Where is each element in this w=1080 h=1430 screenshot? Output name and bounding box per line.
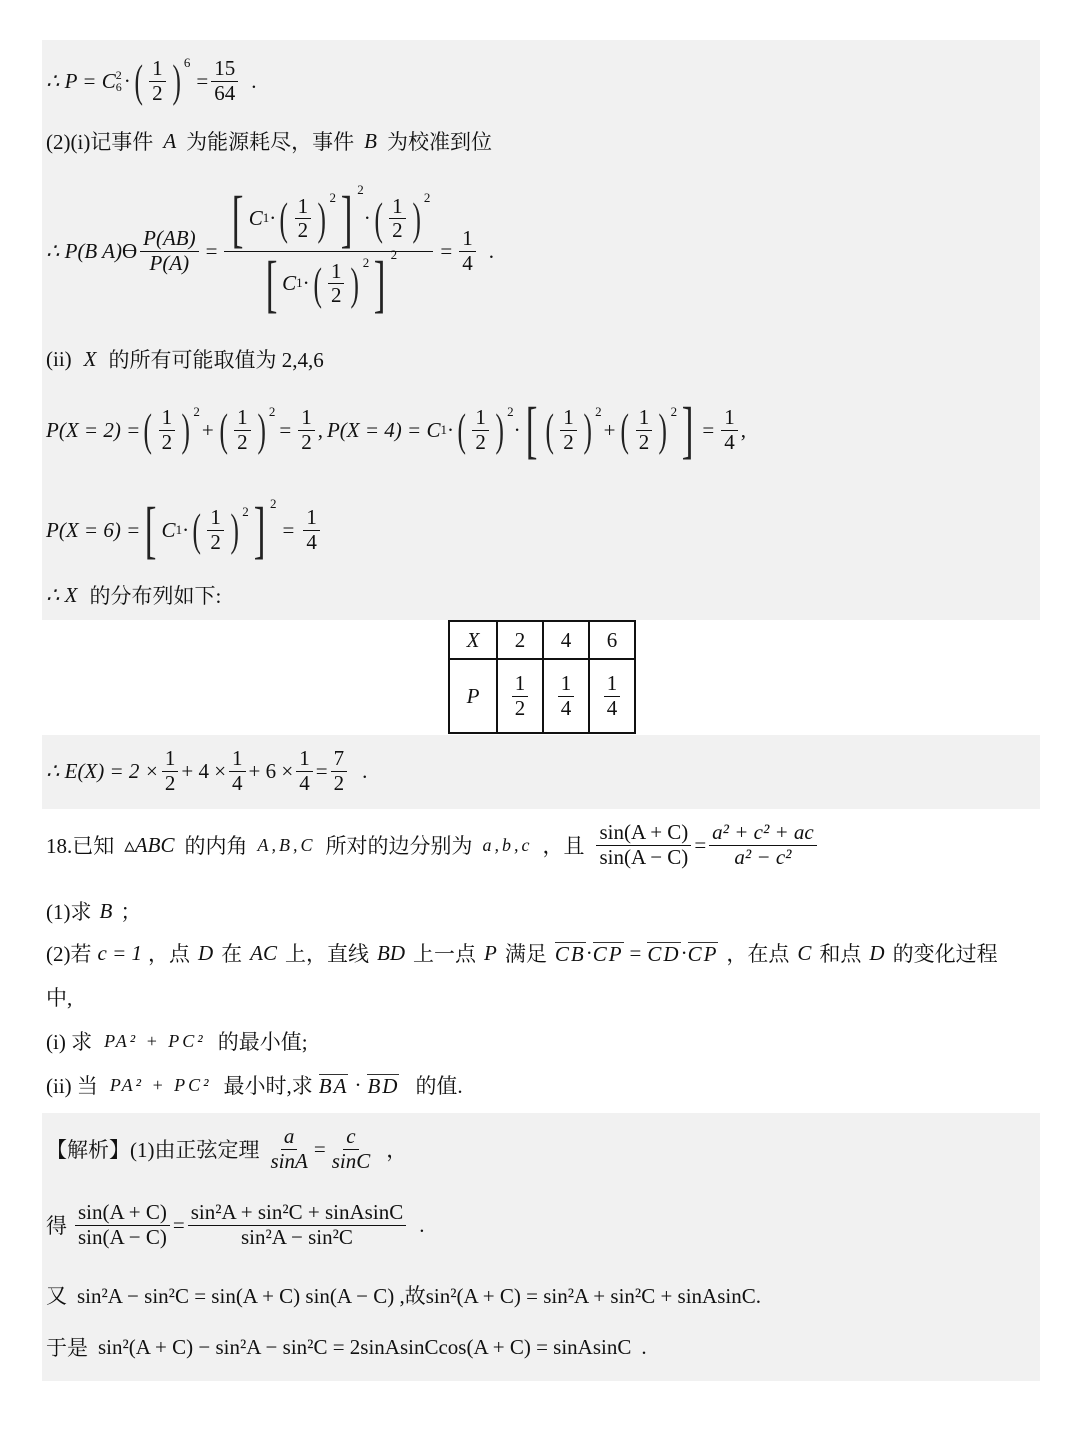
text: 上一点 — [413, 942, 477, 966]
paren: ) — [317, 192, 326, 244]
text: PA² + PC² — [109, 1074, 212, 1095]
paren: ( — [457, 404, 466, 455]
denominator: 2 — [237, 429, 248, 454]
text: C — [282, 270, 297, 295]
table-cell: X — [449, 621, 497, 659]
text: ϴ — [121, 238, 138, 263]
text: 1 — [440, 422, 447, 437]
text: · — [680, 940, 688, 965]
numerator: c — [343, 1125, 358, 1149]
text: ，且 — [542, 834, 585, 858]
bracket: ] — [681, 394, 694, 465]
numerator: 1 — [604, 672, 621, 696]
table-cell — [589, 659, 635, 733]
fraction — [298, 406, 315, 453]
numerator: 1 — [389, 195, 406, 219]
text: · — [123, 68, 131, 93]
denominator: 4 — [299, 770, 310, 795]
denominator: sin(A − C) — [599, 844, 689, 869]
text: · — [363, 205, 371, 230]
text: · — [302, 270, 310, 295]
distribution-intro — [46, 580, 221, 610]
text: A,B,C — [257, 834, 316, 855]
fraction — [234, 406, 251, 453]
expectation — [46, 738, 367, 804]
fraction — [329, 1125, 374, 1172]
text: . — [641, 1334, 647, 1359]
text: ，在点 — [726, 942, 790, 966]
solution-18-line3 — [46, 1280, 761, 1310]
big-fraction — [224, 182, 433, 319]
text: 6 — [115, 80, 122, 94]
table-cell — [497, 659, 543, 733]
numerator: 1 — [298, 406, 315, 430]
paren: ( — [192, 504, 201, 555]
text: = — [702, 417, 715, 442]
text: sin²(A + C) − sin²A − sin²C = 2sinAsinCcos(A + C) = sinAsinC — [98, 1334, 632, 1359]
prob-x6 — [46, 488, 323, 572]
text: (2)(i)记事件 — [46, 130, 154, 154]
paren: ) — [495, 404, 504, 455]
text: a,b,c — [482, 834, 533, 855]
bracket: [ — [232, 182, 244, 254]
paren: ) — [658, 404, 668, 455]
text: 的分布列如下: — [89, 584, 222, 608]
text: + 6 × — [248, 758, 294, 783]
table-row — [449, 621, 635, 659]
text: (i) 求 — [46, 1030, 93, 1054]
text: ∴ X — [46, 582, 78, 607]
vector-cp: CP — [592, 941, 624, 966]
question-18 — [46, 812, 820, 878]
text: 1 — [262, 210, 270, 226]
fraction — [207, 506, 224, 553]
numerator: 1 — [636, 406, 653, 430]
numerator: 1 — [472, 406, 489, 430]
solution-18-line4 — [46, 1332, 647, 1362]
numerator: 1 — [229, 747, 246, 771]
text: 在 — [221, 942, 243, 966]
denominator: 2 — [152, 80, 163, 105]
fraction — [295, 195, 312, 242]
fraction — [560, 406, 577, 453]
text: 最小时,求 — [223, 1074, 313, 1098]
paren: ( — [374, 192, 383, 244]
solution-18-line2 — [46, 1190, 424, 1260]
question-18-part2-ii — [46, 1070, 463, 1100]
paren: ) — [257, 404, 266, 455]
text: c = 1 — [97, 940, 142, 965]
text: P(X = 2) = — [46, 417, 141, 442]
denominator: sinC — [331, 1148, 371, 1173]
vector-bd: BD — [367, 1073, 400, 1098]
denominator: sin(A − C) — [78, 1224, 167, 1249]
text: 所对的边分别为 — [325, 834, 473, 858]
numerator: 1 — [303, 506, 320, 530]
table-cell — [543, 659, 589, 733]
denominator: 4 — [232, 770, 243, 795]
text: sin²A − sin²C = sin(A + C) sin(A − C) ,故sin²(A + C) = sin²A + sin²C + sinAsinC. — [77, 1284, 761, 1308]
text: C — [161, 517, 176, 542]
text: 的最小值; — [217, 1030, 308, 1054]
text: , — [740, 417, 747, 442]
text: 2 — [362, 255, 370, 271]
denominator: 4 — [724, 429, 735, 454]
denominator: 2 — [301, 429, 312, 454]
numerator: 1 — [295, 195, 312, 219]
text: + 4 × — [181, 758, 227, 783]
text: B — [364, 128, 377, 153]
text: + — [603, 417, 616, 442]
text: ∴ P = C — [46, 68, 116, 93]
question-18-part1 — [46, 896, 141, 926]
text: · — [585, 940, 593, 965]
numerator — [224, 182, 433, 254]
distribution-table — [448, 620, 636, 734]
table-row — [449, 659, 635, 733]
vector-cb: CB — [554, 941, 586, 966]
text: ，点 — [148, 942, 190, 966]
vector-ba: BA — [318, 1073, 349, 1098]
text: 【解析】(1)由正弦定理 — [46, 1138, 260, 1162]
comb-indices — [116, 69, 122, 93]
text: 2 — [268, 404, 276, 419]
numerator: 15 — [211, 57, 238, 81]
text: · — [182, 517, 190, 542]
text: ∴ P(B A) — [46, 238, 122, 263]
text: X — [83, 346, 97, 371]
text: , — [317, 417, 323, 442]
fraction — [331, 747, 348, 794]
numerator: sin(A + C) — [596, 821, 691, 845]
text: 2 — [270, 496, 277, 511]
fraction-15-64 — [211, 57, 238, 104]
text: = — [440, 238, 453, 263]
text: P — [484, 940, 497, 965]
paren: ( — [219, 404, 228, 455]
numerator: 1 — [459, 227, 476, 251]
paren: ( — [143, 404, 153, 455]
bracket: ] — [340, 182, 353, 254]
fraction-sin — [596, 821, 691, 868]
fraction — [604, 672, 621, 719]
numerator: 7 — [331, 747, 348, 771]
fraction — [636, 406, 653, 453]
numerator: 1 — [149, 57, 166, 81]
denominator: 2 — [297, 218, 309, 242]
denominator: 4 — [560, 695, 572, 720]
table-cell: 4 — [543, 621, 589, 659]
text: 1 — [296, 275, 303, 291]
text: 2 — [423, 190, 431, 206]
numerator: a — [281, 1125, 298, 1149]
fraction — [229, 747, 246, 794]
paren: ) — [412, 192, 421, 244]
fraction — [75, 1201, 170, 1248]
text: P(X = 4) = C — [326, 417, 441, 442]
denominator: a² − c² — [734, 844, 792, 869]
text: = — [629, 940, 642, 965]
fraction-pab — [140, 227, 198, 274]
denominator: 2 — [514, 695, 526, 720]
denominator: 2 — [330, 283, 342, 307]
conditional-probability — [46, 168, 494, 334]
denominator: 2 — [475, 429, 486, 454]
fraction — [159, 406, 176, 453]
text: = — [196, 68, 209, 93]
text: 2 — [390, 247, 398, 263]
text: D — [869, 940, 885, 965]
denominator: 2 — [333, 770, 345, 795]
fraction — [162, 747, 179, 794]
exponent: 6 — [183, 55, 191, 70]
text: (ii) 当 — [46, 1074, 98, 1098]
text: (2)若 — [46, 942, 92, 966]
text: B — [99, 898, 113, 923]
numerator: a² + c² + ac — [709, 821, 817, 845]
denominator: 2 — [210, 529, 221, 554]
text: = — [279, 417, 292, 442]
denominator: 2 — [563, 429, 574, 454]
numerator: 1 — [296, 747, 313, 771]
text: = — [172, 1212, 185, 1237]
denominator: 2 — [164, 770, 176, 795]
text: · — [446, 417, 454, 442]
fraction — [303, 506, 320, 553]
possible-values — [46, 344, 324, 374]
prob-x2-x4 — [46, 388, 746, 472]
text: 得 — [46, 1214, 67, 1238]
text: 的值. — [415, 1074, 463, 1098]
text: 为能源耗尽，事件 — [186, 130, 355, 154]
text: 中, — [46, 986, 73, 1010]
table-cell: P — [449, 659, 497, 733]
fraction — [149, 57, 166, 104]
question-18-part2-i — [46, 1026, 308, 1056]
text: 2 — [242, 504, 249, 519]
text: C — [248, 205, 263, 230]
fraction — [328, 260, 345, 307]
question-18-part2 — [46, 938, 998, 968]
numerator: 1 — [207, 506, 224, 530]
fraction — [188, 1201, 407, 1248]
text: ， — [386, 1138, 408, 1162]
bracket: ] — [374, 247, 386, 319]
text: 的所有可能取值为 2,4,6 — [108, 348, 324, 372]
paren: ) — [181, 404, 190, 455]
denominator: P(A) — [149, 250, 190, 275]
table-cell: 6 — [589, 621, 635, 659]
text: 2 — [115, 68, 122, 82]
numerator: P(AB) — [140, 227, 198, 251]
event-definition — [46, 126, 492, 156]
denominator: 2 — [638, 429, 650, 454]
text: PA² + PC² — [104, 1030, 206, 1051]
text: 2 — [193, 404, 200, 419]
vector-cp: CP — [687, 941, 719, 966]
text: 18.已知 — [46, 834, 115, 858]
text: D — [198, 940, 214, 965]
vector-cd: CD — [647, 941, 681, 966]
text: 满足 — [504, 942, 547, 966]
numerator: 1 — [234, 406, 251, 430]
text: 又 — [46, 1284, 67, 1308]
text: . — [488, 238, 494, 263]
fraction — [296, 747, 313, 794]
text: + — [201, 417, 214, 442]
text: 1 — [175, 522, 183, 537]
text: = — [694, 832, 707, 857]
text: 2 — [329, 190, 336, 206]
bracket: [ — [265, 247, 278, 319]
fraction — [459, 227, 476, 274]
denominator: 2 — [392, 218, 403, 242]
text: (1)求 — [46, 900, 92, 924]
numerator: 1 — [721, 406, 738, 430]
text: . — [251, 68, 257, 93]
denominator: 4 — [306, 529, 317, 554]
denominator — [258, 247, 400, 319]
solution-18-line1 — [46, 1118, 407, 1180]
text: 的变化过程 — [892, 942, 998, 966]
text: . — [419, 1212, 425, 1237]
paren: ) — [230, 504, 239, 555]
denominator: sinA — [270, 1148, 308, 1173]
paren: ( — [313, 257, 322, 309]
fraction — [721, 406, 738, 453]
paren: ( — [545, 404, 554, 455]
numerator: 1 — [560, 406, 577, 430]
fraction-sides — [709, 821, 817, 868]
fraction — [389, 195, 406, 242]
bracket: ] — [253, 494, 266, 565]
text: BD — [377, 940, 406, 965]
numerator: sin²A + sin²C + sinAsinC — [188, 1201, 407, 1225]
text: ； — [120, 900, 142, 924]
bracket: [ — [525, 394, 538, 465]
text: A — [163, 128, 177, 153]
text: C — [797, 940, 812, 965]
text: · — [354, 1072, 362, 1097]
numerator: sin(A + C) — [75, 1201, 170, 1225]
text: AC — [250, 940, 278, 965]
paren: ( — [134, 55, 143, 106]
text: = — [315, 758, 328, 783]
numerator: 1 — [159, 406, 176, 430]
paren: ( — [279, 192, 289, 244]
numerator: 1 — [558, 672, 575, 696]
denominator: 64 — [214, 80, 236, 105]
text: 和点 — [819, 942, 862, 966]
text: ▵ABC — [124, 832, 175, 857]
text: · — [269, 205, 277, 230]
text: 2 — [357, 182, 364, 198]
fraction — [472, 406, 489, 453]
text: = — [205, 238, 218, 263]
numerator: 1 — [328, 260, 345, 284]
text: = — [282, 517, 295, 542]
paren: ( — [620, 404, 630, 455]
text: 2 — [507, 404, 514, 419]
text: 为校准到位 — [386, 130, 492, 154]
text: . — [362, 758, 368, 783]
question-18-part2-cont — [46, 982, 72, 1012]
prob-line-1 — [46, 48, 257, 114]
text: 2 — [595, 404, 602, 419]
fraction — [558, 672, 575, 719]
numerator: 1 — [162, 747, 179, 771]
bracket: [ — [145, 494, 157, 565]
fraction — [268, 1125, 311, 1172]
paren: ) — [583, 404, 592, 455]
text: P(X = 6) = — [46, 517, 141, 542]
denominator: 2 — [161, 429, 173, 454]
text: 于是 — [46, 1336, 88, 1360]
text: 上，直线 — [285, 942, 370, 966]
paren: ) — [350, 257, 360, 309]
text: 的内角 — [184, 834, 248, 858]
table-cell: 2 — [497, 621, 543, 659]
text: 2 — [670, 404, 678, 419]
fraction — [512, 672, 529, 719]
text: · — [513, 417, 521, 442]
denominator: 4 — [462, 250, 473, 275]
text: ∴ E(X) = 2 × — [46, 758, 159, 783]
paren: ) — [172, 55, 181, 106]
denominator: 4 — [606, 695, 618, 720]
text: (ii) — [46, 346, 72, 371]
numerator: 1 — [512, 672, 529, 696]
denominator: sin²A − sin²C — [240, 1224, 353, 1249]
text: = — [313, 1136, 326, 1161]
